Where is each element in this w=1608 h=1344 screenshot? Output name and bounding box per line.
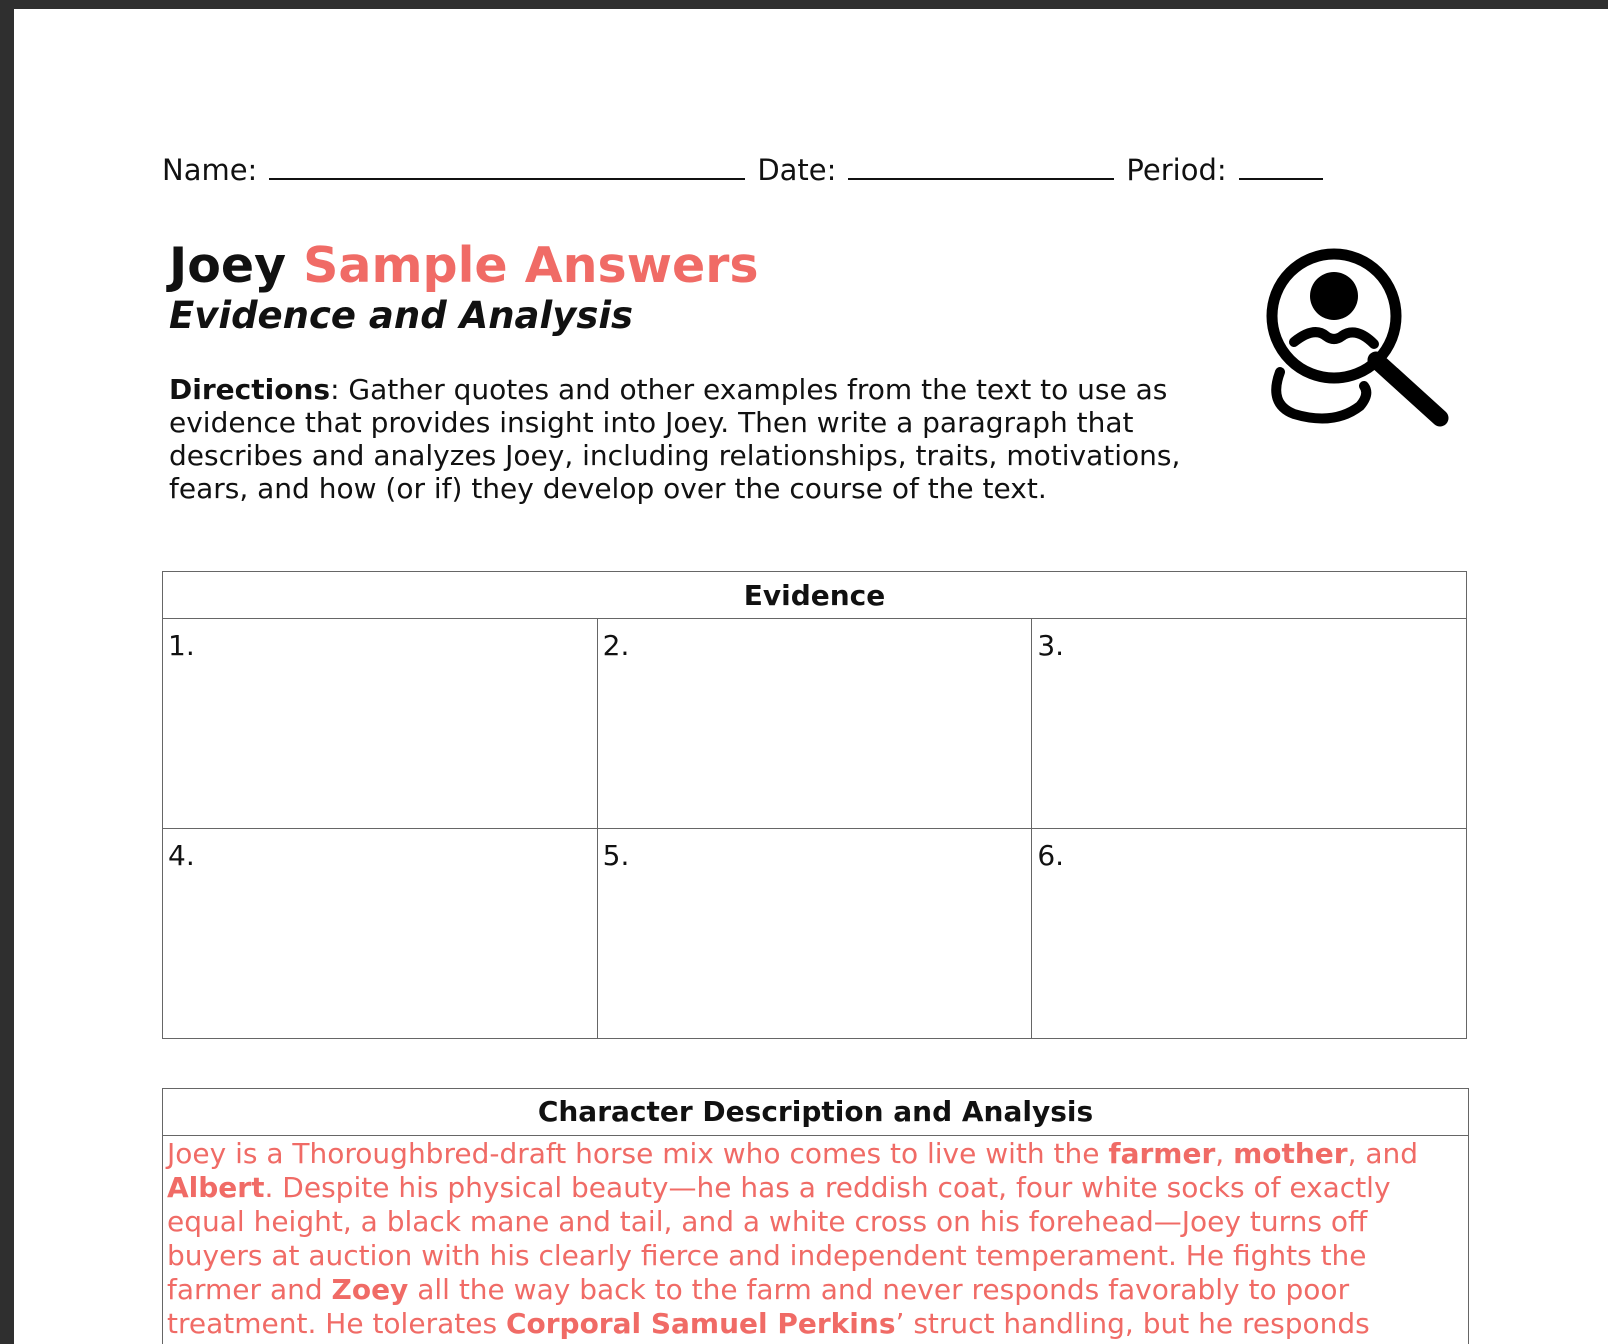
date-label: Date: xyxy=(757,153,837,187)
directions-label: Directions xyxy=(169,373,331,406)
character-name: Zoey xyxy=(331,1273,409,1306)
analysis-text: Joey is a Thoroughbred-draft horse mix who comes to live with the xyxy=(167,1137,1109,1170)
evidence-cell-5[interactable]: 5. xyxy=(597,829,1032,1039)
evidence-cell-3[interactable]: 3. xyxy=(1032,619,1467,829)
name-blank[interactable] xyxy=(269,152,745,180)
analysis-text: all the way back to the farm and never responds favorably to poor treatment. He tolerates xyxy=(167,1273,1350,1340)
title-accent: Sample Answers xyxy=(303,237,759,294)
analysis-text: , xyxy=(1215,1137,1234,1170)
evidence-table xyxy=(162,571,1467,1039)
analysis-text: , and xyxy=(1347,1137,1419,1170)
magnifying-glass-person-icon xyxy=(1264,244,1459,439)
evidence-cell-2[interactable]: 2. xyxy=(597,619,1032,829)
page-subtitle: Evidence and Analysis xyxy=(169,294,634,337)
analysis-text: ’ struct handling, but he responds xyxy=(895,1307,1370,1340)
evidence-cell-4[interactable]: 4. xyxy=(163,829,598,1039)
analysis-header: Character Description and Analysis xyxy=(163,1089,1468,1136)
evidence-header: Evidence xyxy=(163,572,1467,619)
title-character: Joey xyxy=(169,237,287,294)
name-label: Name: xyxy=(162,153,258,187)
character-name: Corporal Samuel Perkins xyxy=(505,1307,896,1340)
student-info-line xyxy=(162,152,1335,187)
character-name: mother xyxy=(1233,1137,1348,1170)
worksheet-page xyxy=(14,9,1608,1344)
evidence-cell-6[interactable]: 6. xyxy=(1032,829,1467,1039)
character-name: Albert xyxy=(167,1171,265,1204)
directions xyxy=(169,373,1229,505)
evidence-cell-1[interactable]: 1. xyxy=(163,619,598,829)
period-label: Period: xyxy=(1126,153,1227,187)
page-title xyxy=(169,237,759,294)
analysis-paragraph[interactable] xyxy=(163,1136,1468,1341)
date-blank[interactable] xyxy=(848,152,1114,180)
period-blank[interactable] xyxy=(1239,152,1323,180)
analysis-box xyxy=(162,1088,1469,1344)
character-name: farmer xyxy=(1108,1137,1216,1170)
directions-text: : Gather quotes and other examples from the text to use as evidence that provides insight into Joey. Then write a paragraph that describes and analyzes Joey, including relationships, traits, motivations, fears, and how (or if) they develop over the course of the text. xyxy=(169,373,1181,505)
analysis-text: . Despite his physical beauty—he has a reddish coat, four white socks of exactly equal height, a black mane and tail, and a white cross on his forehead—Joey turns off buyers at auction with his clearly fierce and independent temperament. He fights the farmer and xyxy=(167,1171,1391,1306)
